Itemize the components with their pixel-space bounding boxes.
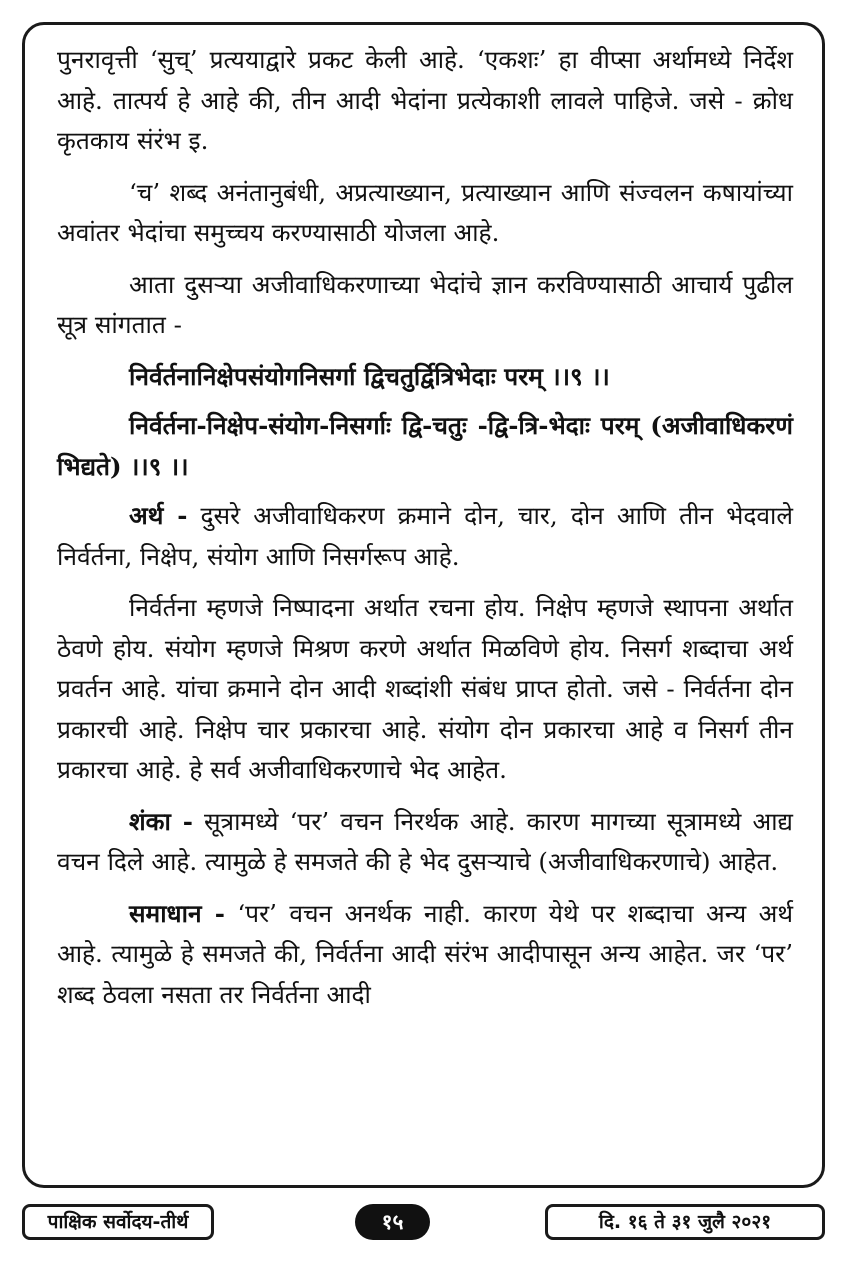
publication-name: पाक्षिक सर्वोदय-तीर्थ (22, 1204, 214, 1240)
samadhan-paragraph (57, 894, 793, 1016)
paragraph-5: निर्वर्तना म्हणजे निष्पादना अर्थात रचना होय. निक्षेप म्हणजे स्थापना अर्थात ठेवणे होय. संयोग म्हणजे मिश्रण करणे अर्थात मिळविणे होय. निसर्ग शब्दाचा अर्थ प्रवर्तन आहे. यांचा क्रमाने दोन आदी शब्दांशी संबंध प्राप्त होतो. जसे - निर्वर्तना दोन प्रकारची आहे. निक्षेप चार प्रकारचा आहे. संयोग दोन प्रकारचा आहे व निसर्ग तीन प्रकारचा आहे. हे सर्व अजीवाधिकरणाचे भेद आहेत. (57, 593, 793, 784)
page-footer (0, 1204, 850, 1244)
artha-label: अर्थ - (129, 501, 188, 530)
paragraph-1: पुनरावृत्ती ‘सुच्’ प्रत्ययाद्वारे प्रकट केली आहे. ‘एकशः’ हा वीप्सा अर्थामध्ये निर्देश आहे. तात्पर्य हे आहे की, तीन आदी भेदांना प्रत्येकाशी लावले पाहिजे. जसे - क्रोध कृतकाय संरंभ इ. (57, 45, 793, 155)
issue-date: दि. १६ ते ३१ जुलै २०२१ (545, 1204, 825, 1240)
artha-text: दुसरे अजीवाधिकरण क्रमाने दोन, चार, दोन आणि तीन भेदवाले निर्वर्तना, निक्षेप, संयोग आणि निसर्गरूप आहे. (57, 501, 793, 571)
samadhan-text: ‘पर’ वचन अनर्थक नाही. कारण येथे पर शब्दाचा अन्य अर्थ आहे. त्यामुळे हे समजते की, निर्वर्तना आदी संरंभ आदीपासून अन्य आहेत. जर ‘पर’ शब्द ठेवला नसता तर निर्वर्तना आदी (57, 898, 793, 1009)
shanka-paragraph (57, 802, 793, 883)
sutra-split-line: निर्वर्तना-निक्षेप-संयोग-निसर्गाः द्वि-चतुः -द्वि-त्रि-भेदाः परम् (अजीवाधिकरणं भिद्यते) ।।९ ।। (57, 411, 793, 481)
paragraph-3: आता दुसऱ्या अजीवाधिकरणाच्या भेदांचे ज्ञान करविण्यासाठी आचार्य पुढील सूत्र सांगतात - (57, 269, 793, 339)
samadhan-label: समाधान - (129, 898, 225, 928)
shanka-label: शंका - (129, 806, 193, 836)
paragraph-2: ‘च’ शब्द अनंतानुबंधी, अप्रत्याख्यान, प्रत्याख्यान आणि संज्वलन कषायांच्या अवांतर भेदांचा समुच्चय करण्यासाठी योजला आहे. (57, 177, 793, 247)
sutra-line: निर्वर्तनानिक्षेपसंयोगनिसर्गा द्विचतुर्द्वित्रिभेदाः परम् ।।९ ।। (129, 361, 610, 391)
artha-paragraph (57, 496, 793, 577)
page-body (57, 40, 793, 1026)
shanka-text: सूत्रामध्ये ‘पर’ वचन निरर्थक आहे. कारण मागच्या सूत्रामध्ये आद्य वचन दिले आहे. त्यामुळे हे समजते की हे भेद दुसऱ्याचे (अजीवाधिकरणाचे) आहेत. (57, 806, 793, 876)
page-number-badge: १५ (355, 1204, 430, 1240)
